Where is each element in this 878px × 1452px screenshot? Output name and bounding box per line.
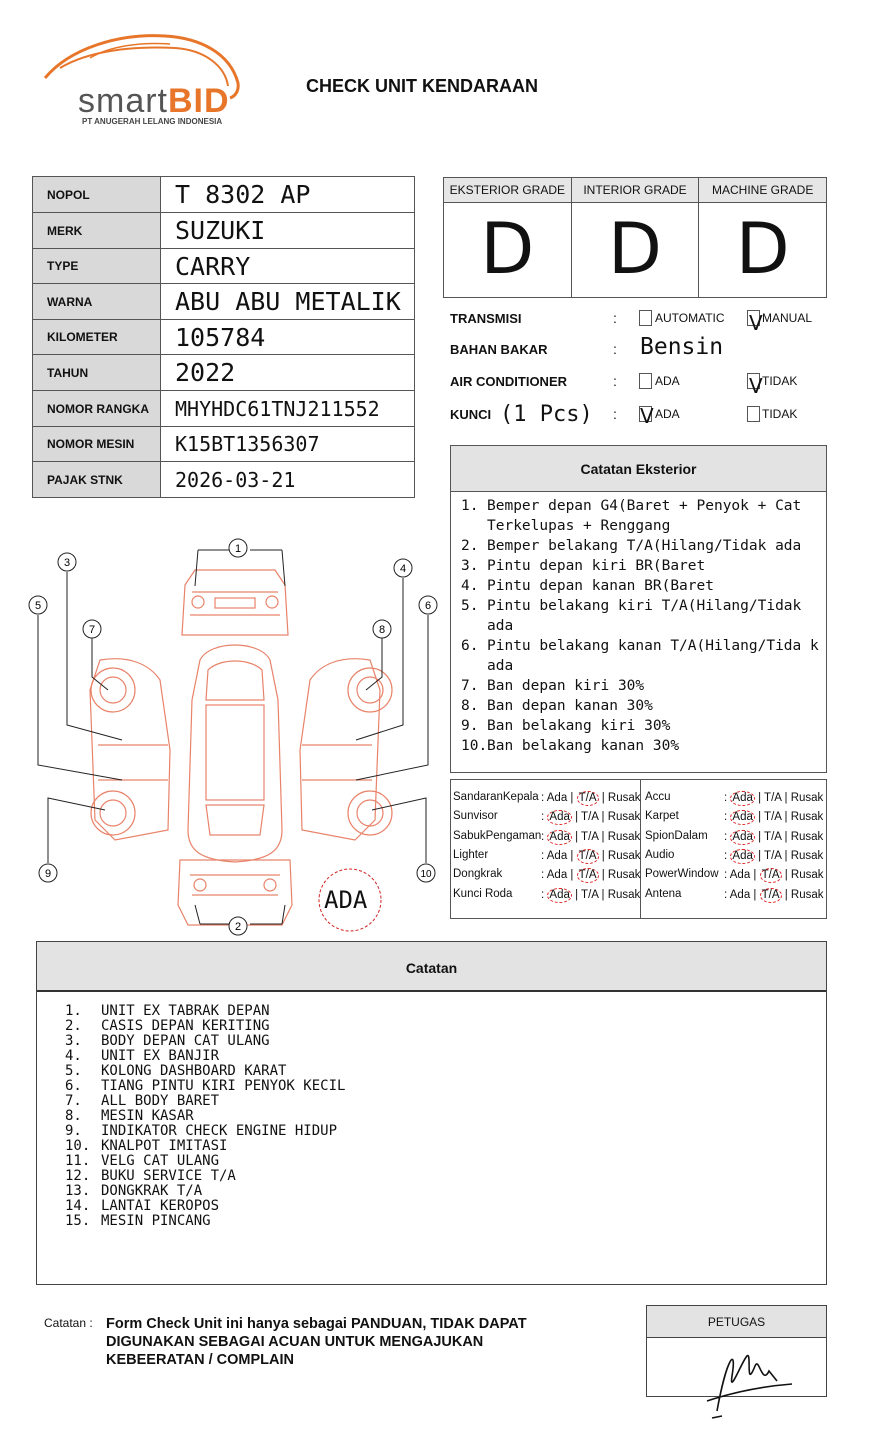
accessory-option[interactable]: T/A xyxy=(764,811,782,824)
item-text: Ban depan kanan 30% xyxy=(487,698,653,714)
item-text: Pintu depan kanan BR(Baret xyxy=(487,578,714,594)
item-text: INDIKATOR CHECK ENGINE HIDUP xyxy=(101,1123,338,1139)
accessory-name: SpionDalam xyxy=(645,829,708,842)
accessory-options: : Ada | T/A | Rusak xyxy=(541,830,641,843)
item-text: BODY DEPAN CAT ULANG xyxy=(101,1033,270,1049)
accessory-option[interactable]: Ada xyxy=(549,888,570,901)
exterior-notes-box xyxy=(450,445,827,773)
catatan-item xyxy=(65,1139,826,1154)
catatan-item xyxy=(65,1019,826,1034)
accessory-option[interactable]: T/A xyxy=(761,888,780,901)
item-number: 12. xyxy=(65,1168,91,1184)
item-text: LANTAI KEROPOS xyxy=(101,1198,220,1214)
accessory-option[interactable]: Rusak xyxy=(607,869,641,882)
item-number: 3. xyxy=(461,558,479,574)
info-label: WARNA xyxy=(33,284,161,320)
info-row xyxy=(33,177,415,213)
ac-ada-checkbox[interactable] xyxy=(639,373,652,389)
checkbox-label: TIDAK xyxy=(762,374,798,388)
callout-number: 2 xyxy=(234,921,242,933)
item-number: 15. xyxy=(65,1213,91,1229)
info-label: TAHUN xyxy=(33,355,161,391)
catatan-item xyxy=(65,1214,826,1229)
catatan-item xyxy=(65,1064,826,1079)
accessory-name: Antena xyxy=(645,887,682,900)
info-value: SUZUKI xyxy=(161,213,415,249)
accessory-option[interactable]: Ada xyxy=(549,811,570,824)
item-number: 13. xyxy=(65,1183,91,1199)
footer-disclaimer: Form Check Unit ini hanya sebagai PANDUAN, TIDAK DAPAT DIGUNAKAN SEBAGAI ACUAN UNTUK MENGAJUKAN KEBEERATAN / COMPLAIN xyxy=(106,1316,527,1368)
exterior-note-item xyxy=(461,716,820,736)
item-number: 6. xyxy=(461,638,479,654)
item-number: 2. xyxy=(65,1018,82,1034)
ac-label: AIR CONDITIONER xyxy=(450,374,567,389)
colon: : xyxy=(613,373,617,389)
accessory-option[interactable]: Ada xyxy=(732,849,753,862)
transmisi-automatic-checkbox[interactable] xyxy=(639,310,652,326)
accessory-name: Accu xyxy=(645,791,671,803)
item-number: 14. xyxy=(65,1198,91,1214)
colon: : xyxy=(541,849,545,862)
accessory-name: Karpet xyxy=(645,810,679,823)
grade-interior xyxy=(572,178,700,297)
item-text: Pintu depan kiri BR(Baret xyxy=(487,558,706,574)
accessory-option[interactable]: Ada xyxy=(732,830,753,843)
accessory-option[interactable]: T/A xyxy=(578,792,597,804)
colon: : xyxy=(613,310,617,326)
accessory-option[interactable]: Ada xyxy=(546,849,568,862)
item-text: DONGKRAK T/A xyxy=(101,1183,203,1199)
colon: : xyxy=(613,406,617,422)
colon: : xyxy=(724,849,728,862)
grade-box xyxy=(443,177,827,298)
info-row xyxy=(33,391,415,427)
item-text: Pintu belakang kiri T/A(Hilang/Tidak ada xyxy=(487,598,802,634)
accessory-option[interactable]: T/A xyxy=(764,849,782,862)
callout-number: 4 xyxy=(399,563,407,575)
stamp-text: ADA xyxy=(324,886,368,914)
accessory-name: SabukPengaman xyxy=(453,829,542,842)
checkbox-label: AUTOMATIC xyxy=(655,311,725,325)
logo-subtitle: PT ANUGERAH LELANG INDONESIA xyxy=(82,117,223,126)
accessory-options: : Ada | T/A | Rusak xyxy=(724,830,824,843)
accessory-option[interactable]: T/A xyxy=(581,888,599,901)
accessory-option[interactable]: Rusak xyxy=(607,811,641,824)
accessory-option[interactable]: Ada xyxy=(732,792,753,804)
item-number: 11. xyxy=(65,1153,91,1169)
item-number: 6. xyxy=(65,1078,82,1094)
accessory-option[interactable]: Rusak xyxy=(790,888,824,901)
callout-number: 10 xyxy=(420,869,432,880)
item-text: KOLONG DASHBOARD KARAT xyxy=(101,1063,287,1079)
accessory-option[interactable]: Rusak xyxy=(607,830,641,843)
item-text: UNIT EX BANJIR xyxy=(101,1048,220,1064)
catatan-item xyxy=(65,1094,826,1109)
item-number: 1. xyxy=(461,498,479,514)
car-damage-diagram xyxy=(20,530,450,940)
accessory-name: Audio xyxy=(645,848,675,861)
page-title: CHECK UNIT KENDARAAN xyxy=(306,76,538,96)
accessory-option[interactable]: Ada xyxy=(732,811,753,824)
exterior-note-item xyxy=(461,496,820,536)
exterior-note-item xyxy=(461,536,820,556)
item-text: ALL BODY BARET xyxy=(101,1093,220,1109)
checkbox-label: ADA xyxy=(655,374,680,388)
item-text: Bemper depan G4(Baret + Penyok + Cat Terkelupas + Renggang xyxy=(487,498,802,534)
accessory-options: : Ada | T/A | Rusak xyxy=(541,811,641,824)
accessory-options: : Ada | T/A | Rusak xyxy=(541,792,641,804)
item-number: 7. xyxy=(65,1093,82,1109)
catatan-item xyxy=(65,1169,826,1184)
accessory-name: Sunvisor xyxy=(453,810,498,823)
accessory-option[interactable]: T/A xyxy=(578,849,597,862)
catatan-item xyxy=(65,1004,826,1019)
info-row xyxy=(33,355,415,391)
item-text: Ban depan kiri 30% xyxy=(487,678,645,694)
catatan-item xyxy=(65,1049,826,1064)
item-number: 5. xyxy=(65,1063,82,1079)
item-number: 2. xyxy=(461,538,479,554)
check-mark: V xyxy=(640,404,654,428)
accessory-option[interactable]: Rusak xyxy=(607,792,641,804)
logo-wordmark: smartBID xyxy=(78,82,230,120)
accessory-options: : Ada | T/A | Rusak xyxy=(724,869,824,882)
info-label: NOMOR MESIN xyxy=(33,427,161,462)
accessory-option[interactable]: T/A xyxy=(581,811,599,824)
info-row xyxy=(33,320,415,355)
accessory-options: : Ada | T/A | Rusak xyxy=(724,888,824,901)
exterior-note-item xyxy=(461,596,820,636)
accessory-options: : Ada | T/A | Rusak xyxy=(724,792,824,804)
catatan-title: Catatan xyxy=(37,942,826,992)
accessory-option[interactable]: T/A xyxy=(761,869,780,882)
item-number: 4. xyxy=(65,1048,82,1064)
grade-exterior xyxy=(444,178,572,297)
info-label: PAJAK STNK xyxy=(33,462,161,498)
accessory-option[interactable]: Rusak xyxy=(790,830,824,843)
check-mark: V xyxy=(749,374,763,398)
item-number: 3. xyxy=(65,1033,82,1049)
signature-icon xyxy=(647,1336,828,1426)
accessory-option[interactable]: Ada xyxy=(729,869,751,882)
grade-label: INTERIOR GRADE xyxy=(572,178,699,203)
info-row xyxy=(33,462,415,498)
accessory-option[interactable]: T/A xyxy=(764,792,782,804)
colon: : xyxy=(724,811,728,824)
catatan-item xyxy=(65,1184,826,1199)
colon: : xyxy=(541,830,545,843)
info-value: MHYHDC61TNJ211552 xyxy=(161,391,415,427)
item-number: 8. xyxy=(65,1108,82,1124)
footer-label: Catatan : xyxy=(44,1316,93,1330)
transmisi-label: TRANSMISI xyxy=(450,311,522,326)
accessory-option[interactable]: Rusak xyxy=(790,792,824,804)
catatan-list xyxy=(37,992,826,1229)
exterior-note-item xyxy=(461,556,820,576)
info-value: T 8302 AP xyxy=(161,177,415,213)
item-text: KNALPOT IMITASI xyxy=(101,1138,228,1154)
accessory-name: PowerWindow xyxy=(645,868,719,881)
info-value: K15BT1356307 xyxy=(161,427,415,462)
colon: : xyxy=(541,792,545,804)
exterior-notes-list xyxy=(451,492,826,756)
accessory-option[interactable]: Rusak xyxy=(607,849,641,862)
grade-label: MACHINE GRADE xyxy=(699,178,826,203)
exterior-note-item xyxy=(461,676,820,696)
vehicle-info-table xyxy=(32,176,415,498)
colon: : xyxy=(724,888,728,901)
item-text: Pintu belakang kanan T/A(Hilang/Tida k ada xyxy=(487,638,819,674)
exterior-note-item xyxy=(461,636,820,676)
info-value: 2026-03-21 xyxy=(161,462,415,498)
item-text: Ban belakang kanan 30% xyxy=(487,738,680,754)
check-mark: V xyxy=(749,311,763,335)
item-number: 10. xyxy=(461,738,488,754)
grade-machine xyxy=(699,178,826,297)
info-row xyxy=(33,427,415,462)
checkbox-label: TIDAK xyxy=(762,407,798,421)
accessory-option[interactable]: Ada xyxy=(546,792,568,804)
colon: : xyxy=(724,830,728,843)
item-number: 10. xyxy=(65,1138,91,1154)
info-value: 2022 xyxy=(161,355,415,391)
exterior-note-item xyxy=(461,696,820,716)
accessory-options: : Ada | T/A | Rusak xyxy=(541,849,641,862)
info-label: TYPE xyxy=(33,249,161,284)
accessory-option[interactable]: T/A xyxy=(581,830,599,843)
logo-accent: BID xyxy=(168,82,230,120)
accessory-name: SandaranKepala xyxy=(453,791,539,803)
item-text: MESIN PINCANG xyxy=(101,1213,211,1229)
accessory-option[interactable]: Ada xyxy=(546,869,568,882)
item-text: MESIN KASAR xyxy=(101,1108,194,1124)
catatan-item xyxy=(65,1124,826,1139)
callout-number: 5 xyxy=(34,600,42,612)
grade-label: EKSTERIOR GRADE xyxy=(444,178,571,203)
accessory-option[interactable]: T/A xyxy=(578,869,597,882)
accessory-name: Kunci Roda xyxy=(453,887,513,900)
catatan-item xyxy=(65,1034,826,1049)
info-label: NOMOR RANGKA xyxy=(33,391,161,427)
item-number: 9. xyxy=(461,718,479,734)
accessory-option[interactable]: Ada xyxy=(549,830,570,843)
petugas-box xyxy=(646,1305,827,1397)
catatan-box xyxy=(36,941,827,1285)
item-text: Bemper belakang T/A(Hilang/Tidak ada xyxy=(487,538,802,554)
accessory-option[interactable]: Rusak xyxy=(790,869,824,882)
callout-number: 3 xyxy=(63,557,71,569)
petugas-label: PETUGAS xyxy=(647,1306,826,1338)
grade-value: D xyxy=(735,208,790,290)
colon: : xyxy=(724,869,728,882)
colon: : xyxy=(724,792,728,804)
callout-number: 8 xyxy=(378,624,386,636)
info-row xyxy=(33,249,415,284)
catatan-item xyxy=(65,1199,826,1214)
accessory-name: Lighter xyxy=(453,848,489,861)
item-text: UNIT EX TABRAK DEPAN xyxy=(101,1003,270,1019)
bahan-bakar-value: Bensin xyxy=(640,334,724,360)
kunci-label: KUNCI xyxy=(450,407,492,422)
checkbox-label: MANUAL xyxy=(762,311,813,325)
colon: : xyxy=(613,341,617,357)
item-number: 5. xyxy=(461,598,479,614)
catatan-item xyxy=(65,1154,826,1169)
accessory-option[interactable]: Ada xyxy=(729,888,751,901)
info-label: NOPOL xyxy=(33,177,161,213)
colon: : xyxy=(541,811,545,824)
accessory-name: Dongkrak xyxy=(453,868,503,881)
callout-number: 1 xyxy=(234,543,242,555)
grade-value: D xyxy=(480,208,535,290)
item-number: 7. xyxy=(461,678,479,694)
catatan-item xyxy=(65,1079,826,1094)
item-text: VELG CAT ULANG xyxy=(101,1153,220,1169)
info-value: CARRY xyxy=(161,249,415,284)
kunci-count: (1 Pcs) xyxy=(500,402,593,427)
info-value: 105784 xyxy=(161,320,415,355)
accessory-option[interactable]: Rusak xyxy=(790,849,824,862)
accessory-option[interactable]: Rusak xyxy=(790,811,824,824)
item-text: TIANG PINTU KIRI PENYOK KECIL xyxy=(101,1078,346,1094)
checkbox-label: ADA xyxy=(655,407,680,421)
exterior-notes-title: Catatan Eksterior xyxy=(451,446,826,492)
item-text: BUKU SERVICE T/A xyxy=(101,1168,236,1184)
accessory-options: : Ada | T/A | Rusak xyxy=(541,869,641,882)
callout-number: 7 xyxy=(88,624,96,636)
accessory-options: : Ada | T/A | Rusak xyxy=(724,849,824,862)
callout-number: 6 xyxy=(424,600,432,612)
accessory-options: : Ada | T/A | Rusak xyxy=(541,888,641,901)
accessory-option[interactable]: T/A xyxy=(764,830,782,843)
item-text: Ban belakang kiri 30% xyxy=(487,718,671,734)
item-number: 1. xyxy=(65,1003,82,1019)
item-number: 8. xyxy=(461,698,479,714)
accessory-options: : Ada | T/A | Rusak xyxy=(724,811,824,824)
colon: : xyxy=(541,869,545,882)
callout-number: 9 xyxy=(44,868,52,880)
item-number: 9. xyxy=(65,1123,82,1139)
catatan-item xyxy=(65,1109,826,1124)
accessory-option[interactable]: Rusak xyxy=(607,888,641,901)
grade-value: D xyxy=(608,208,662,290)
info-row xyxy=(33,284,415,320)
item-text: CASIS DEPAN KERITING xyxy=(101,1018,270,1034)
info-value: ABU ABU METALIK xyxy=(161,284,415,320)
info-label: KILOMETER xyxy=(33,320,161,355)
kunci-tidak-checkbox[interactable] xyxy=(747,406,760,422)
colon: : xyxy=(541,888,545,901)
bahan-bakar-label: BAHAN BAKAR xyxy=(450,342,548,357)
exterior-note-item xyxy=(461,576,820,596)
item-number: 4. xyxy=(461,578,479,594)
info-label: MERK xyxy=(33,213,161,249)
exterior-note-item xyxy=(461,736,820,756)
info-row xyxy=(33,213,415,249)
